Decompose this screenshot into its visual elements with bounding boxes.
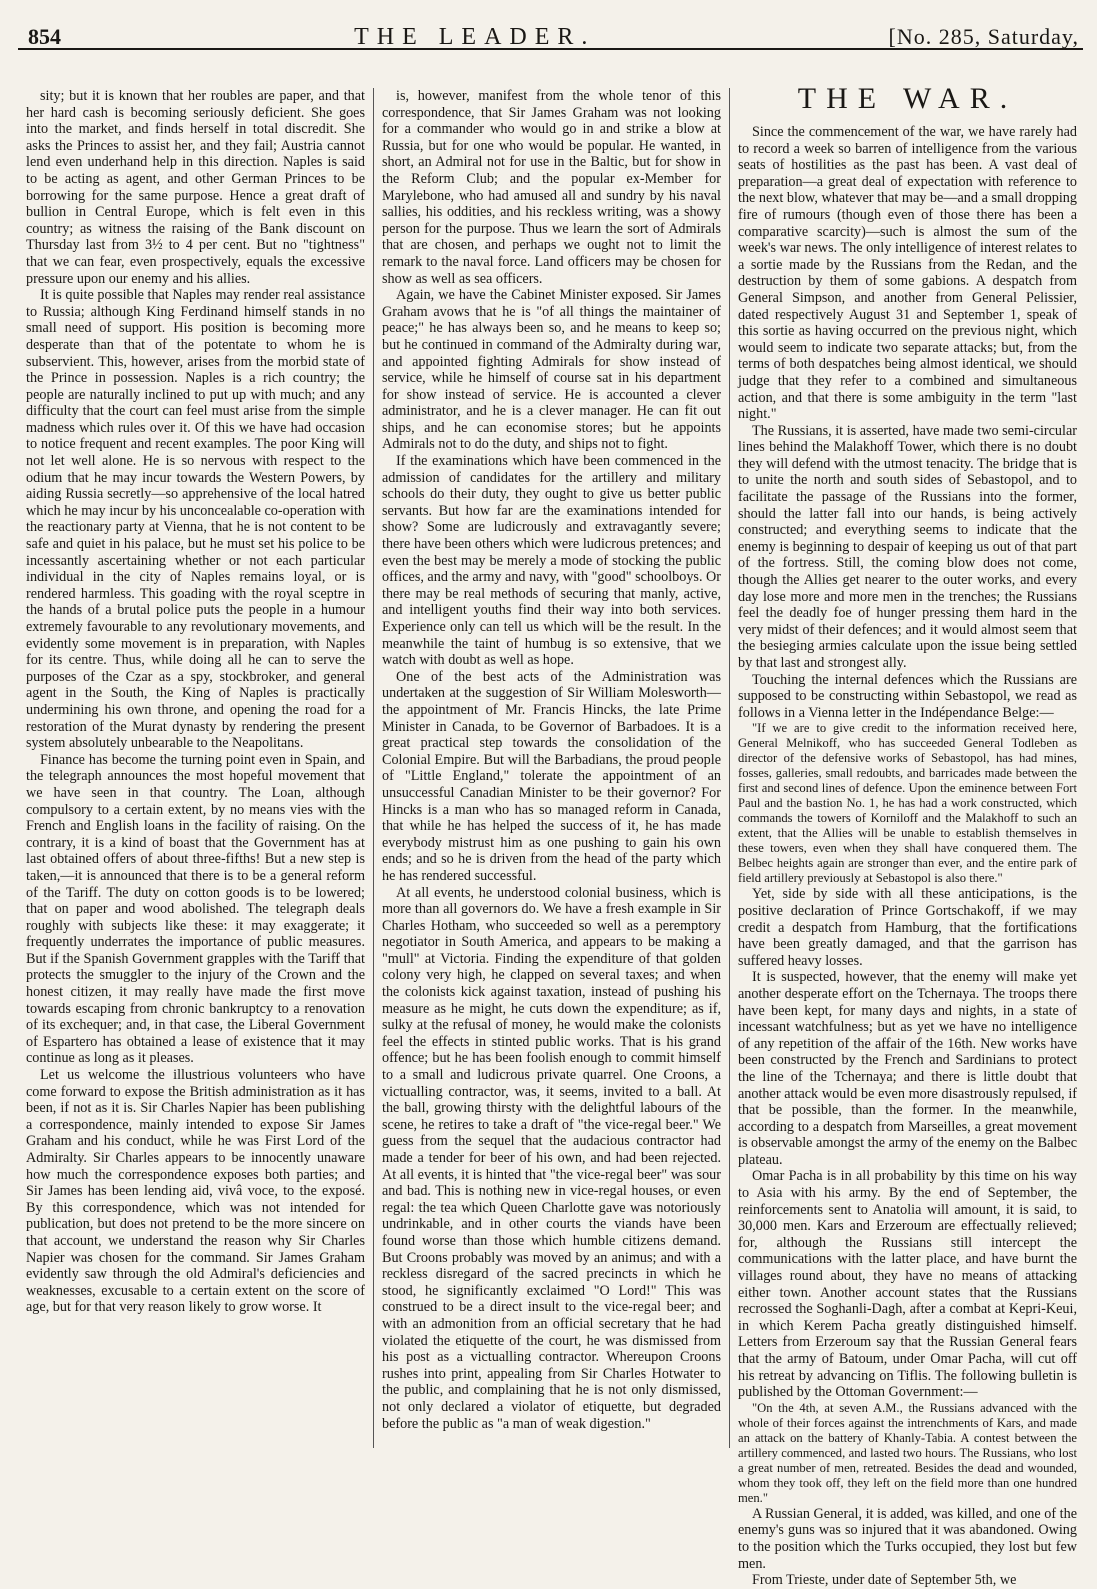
quotation bbox=[738, 1401, 1077, 1506]
masthead bbox=[18, 10, 1083, 50]
paragraph: One of the best acts of the Administration was undertaken at the suggestion of Sir William Molesworth—the appointment of Mr. Francis Hincks, the late Prime Minister in Canada, to be Governor of Barbadoes. It is a great practical step towards the consolidation of the Colonial Empire. But will the Barbadians, the proud people of "Little England," tolerate the appointment of an unsuccessful Canadian Minister to be their governor? For Hincks is a man who has so managed reform in Canada, that while he has helped the success of it, he has made everybody mistrust him as one pushing to gain his own ends; and so he is driven from the head of the party which he has rendered successful. bbox=[382, 668, 721, 884]
paragraph: Let us welcome the illustrious volunteers who have come forward to expose the British administration as it has been, if not as it is. Sir Charles Napier has been publishing a correspondence, mainly intended to expose Sir James Graham and his conduct, while he was First Lord of the Admiralty. Sir Charles appears to be innocently unaware how much the correspondence exposes both parties; and Sir James has been lending aid, vivâ voce, to the exposé. By this correspondence, which was not intended for publication, but does not pretend to be the more sincere on that account, we understand the reason why Sir Charles Napier was chosen for the command. Sir James Graham evidently saw through the old Admiral's deficiencies and weaknesses, excusable to a certain extent on the score of age, but for that very reason likely to grow worse. It bbox=[26, 1067, 365, 1316]
paragraph: Finance has become the turning point even in Spain, and the telegraph announces the most hopeful movement that we have seen in that country. The Loan, although compulsory to a certain extent, by no means vies with the French and English loans in the facility of raising. On the contrary, it is a kind of boast that the Government has at last obtained offers of about three-fifths! But a new step is taken,—it is announced that there is to be a general reform of the Tariff. The duty on cotton goods is to be lowered; that on paper and wood abolished. The telegraph deals roughly with subjects like these: it may exaggerate; it frequently underrates the importance of public measures. But if the Spanish Government grapples with the Tariff that protects the smuggler to the injury of the Crown and the honest citizen, it may really have made the first move towards escaping from chronic bankruptcy to a renovation of its exchequer; and, in that case, the Liberal Government of Espartero has obtained a lease of existence that it may continue as long as it pleases. bbox=[26, 751, 365, 1067]
paragraph: Touching the internal defences which the Russians are supposed to be constructing within Sebastopol, we read as follows in a Vienna letter in the Indépendance Belge:— bbox=[738, 671, 1077, 721]
quotation bbox=[738, 721, 1077, 886]
column-1 bbox=[18, 88, 373, 1448]
paragraph: Omar Pacha is in all probability by this time on his way to Asia with his army. By the end of September, the reinforcements sent to Anatolia will amount, it is said, to 30,000 men. Kars and Erzeroum are effectually relieved; for, although the Russians still intercept the communications with the latter place, and have burnt the villages round about, they have no means of attacking either town. Another account states that the Russians recrossed the Soghanli-Dagh, after a combat at Kepri-Keui, in which Kerem Pacha greatly distinguished himself. Letters from Erzeroum say that the Russian General fears that the army of Batoum, under Omar Pacha, will cut off his retreat by advancing on Tiflis. The following bulletin is published by the Ottoman Government:— bbox=[738, 1168, 1077, 1401]
paper-title: THE LEADER. bbox=[354, 24, 596, 50]
paragraph: The Russians, it is asserted, have made two semi-circular lines behind the Malakhoff Tower, which there is no doubt they will defend with the utmost tenacity. The bridge that is to unite the north and south sides of Sebastopol, and to facilitate the passage of the Russians into the former, should the latter fall into our hands, is being actively constructed; and everything seems to indicate that the enemy is beginning to despair of keeping us out of that part of the fortress. Still, the coming blow does not come, though the Allies get nearer to the outer works, and every day lose more and more men in the trenches; the Russians feel the deadly foe of hunger pressing them hard in the very midst of their defences; and it would almost seem that the besieging armies calculate upon the issue being settled by that last and strongest ally. bbox=[738, 422, 1077, 671]
paragraph: If the examinations which have been commenced in the admission of candidates for the artillery and military schools do their duty, they ought to give us better public servants. But how far are the examinations intended for show? Some are ludicrously and extravagantly severe; there have been others which were ludicrous pretences; and even the best may be merely a mode of stocking the public offices, and the army and navy, with "good" schoolboys. Or there may be real methods of securing that manly, active, and intelligent youths find their way into both services. Experience only can tell us which will be the result. In the meanwhile the taint of humbug is so extensive, that we watch with doubt as well as hope. bbox=[382, 453, 722, 669]
section-heading: THE WAR. bbox=[797, 82, 1018, 115]
paragraph: sity; but it is known that her roubles are paper, and that her hard cash is becoming seriously deficient. She goes into the market, and finds herself in total discredit. She asks the Princes to assist her, and they fail; Austria cannot lend even underhand help in this direction. Naples is said to be acting as agent, and other German Princes to be borrowing for the same purpose. Hence a great draft of bullion in Central Europe, which is felt even in this country; as witness the raising of the Bank discount on Thursday last from 3½ to 4 per cent. But no "tightness" that we can fear, even prospectively, equals the excessive pressure upon our enemy and his allies. bbox=[26, 88, 365, 287]
paragraph: A Russian General, it is added, was killed, and one of the enemy's guns was so injured that it was abandoned. Owing to the position which the Turks occupied, they lost but few men. bbox=[738, 1505, 1077, 1572]
paragraph: At all events, he understood colonial business, which is more than all governors do. We have a fresh example in Sir Charles Hotham, who succeeded so well as a peremptory negotiator in South America, and appears to be making a "mull" at Victoria. Finding the expenditure of that golden colony very high, he clapped on several taxes; and when the colonists kick against taxation, instead of pushing his measure as he might, he cuts down the expenditure; as if, sulky at the refusal of money, he would make the colonists feel the effects in stinted public works. That is his grand offence; but he has been foolish enough to commit himself to a small and ludicrous private quarrel. One Croons, a victualling contractor, was, it seems, invited to a ball. At the ball, growing thirsty with the delightful labours of the scene, he retires to take a draft of "the vice-regal beer." We guess from the sequel that the audacious contractor had made a tender for beer of his own, and had been rejected. At all events, it is hinted that "the vice-regal beer" was sour and bad. This is nothing new in vice-regal houses, or even regal: the tea which Queen Charlotte gave was notoriously undrinkable, and in other courts the viands have been found worse than those which humble citizens demand. But Croons probably was moved by an animus; and with a reckless disregard of the sacred precincts in which he stood, he significantly exclaimed "O Lord!" This was construed to be a direct insult to the vice-regal beer; and with an admonition from an official secretary that he had violated the etiquette of the court, he was dismissed from his post as a victualling contractor. Whereupon Croons rushes into print, appealing from Sir Charles Hotwater to the public, and complaining that he is not only dismissed, not only declared a violator of etiquette, but degraded before the public as "a man of weak digestion." bbox=[382, 884, 721, 1432]
issue-label: [No. 285, Saturday, bbox=[888, 24, 1079, 49]
quote-text: "If we are to give credit to the information received here, General Melnikoff, who has succeeded General Todleben as director of the defensive works of Sebastopol, has had mines, fosses, galleries, small redoubts, and barricades made between the first and second lines of defence. Upon the eminence between Fort Paul and the bastion No. 1, he has had a work constructed, which commands the towers of Korniloff and the Malakhoff to such an extent, that the Allies will be unable to establish themselves in these towers, even when they shall have conquered them. The Belbec heights again are stronger than ever, and the entire park of field artillery previously at Sebastopol is also there." bbox=[738, 721, 1077, 886]
column-3 bbox=[729, 82, 1085, 1589]
paragraph: It is suspected, however, that the enemy will make yet another desperate effort on the Tchernaya. The troops there have been kept, for many days and nights, in a state of incessant watchfulness; but as yet we have no intelligence of any repetition of the affair of the 16th. New works have been constructed by the French and Sardinians to protect the line of the Tchernaya; and there is little doubt that another attack would be even more disastrously repulsed, if that be possible, than the former. In the meanwhile, according to a despatch from Marseilles, a great movement is observable amongst the army of the enemy on the Balbec plateau. bbox=[738, 969, 1077, 1168]
paragraph: From Trieste, under date of September 5th, we bbox=[752, 1572, 1017, 1589]
page-number: 854 bbox=[28, 24, 61, 49]
quote-text: "On the 4th, at seven A.M., the Russians advanced with the whole of their forces against the intrenchments of Kars, and made an attack on the battery of Khanly-Tabia. A contest between the artillery commenced, and lasted two hours. The Russians, who lost a great number of men, retreated. Besides the dead and wounded, whom they took off, they left on the field more than one hundred men." bbox=[738, 1400, 1077, 1505]
column-2 bbox=[373, 88, 729, 1448]
paragraph: It is quite possible that Naples may render real assistance to Russia; although King Ferdinand himself stands in no small need of support. His position is becoming more desperate than that of the potentate to whom he is subservient. This, however, arises from the morbid state of the Prince in possession. Naples is a rich country; the people are naturally inclined to put up with much; and any difficulty that the court can feel must arise from the simple madness which rules over it. Of this we have had occasion to notice frequent and recent examples. The poor King will not let well alone. He is so nervous with respect to the odium that he may incur towards the Western Powers, by aiding Russia secretly—so apprehensive of the local hatred which he may incur by his unconcealable co-operation with the reactionary party at Vienna, that he is not content to be safe and quiet in his palace, but he must set his police to be incessantly ascertaining whether or not each particular individual in the city of Naples remains loyal, or is rendered harmless. This goading with the royal sceptre in the hands of a brutal police puts the people in a humour extremely favourable to any revolutionary movements, and evidently some movement is in preparation, with Naples for its centre. Thus, while doing all he can to serve the purposes of the Czar as a spy, stockbroker, and general agent in the South, the King of Naples is practically undermining his own throne, and opening the road for a restoration of the Murat dynasty by rendering the present system absolutely unbearable to the Neapolitans. bbox=[26, 287, 365, 752]
paragraph: Since the commencement of the war, we have rarely had to record a week so barren of intelligence from the various seats of hostilities as the past has been. A vast deal of preparation—a great deal of expectation with reference to the next blow, whatever that may be—and a small dropping fire of rumours (though even of those there has been a comparative scarcity)—such is almost the sum of the week's war news. The only intelligence of interest relates to a sortie made by the Russians from the Redan, and the destruction by them of some gabions. A despatch from General Simpson, and another from General Pelissier, dated respectively August 31 and September 1, speak of this sortie as having occurred on the previous night, which would seem to indicate two separate attacks; but, from the terms of both despatches being almost identical, we should judge that they refer to a combined and simultaneous action, and that there is some ambiguity in the term "last night." bbox=[738, 124, 1077, 423]
paragraph: Again, we have the Cabinet Minister exposed. Sir James Graham avows that he is "of all things the maintainer of peace;" he has always been so, and he means to keep so; but he continued in command of the Admiralty during war, and appointed fighting Admirals for show instead of service, while he himself of course sat in his department for show instead of service. He is accounted a clever administrator, and he is a clever manager. He can fit out ships, and he can economise stores; but he appoints Admirals not to do the duty, and ships not to fight. bbox=[382, 287, 721, 453]
paragraph: Yet, side by side with all these anticipations, is the positive declaration of Prince Gortschakoff, if we may credit a despatch from Hamburg, that the fortifications have been greatly damaged, and that the garrison has suffered heavy losses. bbox=[738, 886, 1077, 969]
paragraph: is, however, manifest from the whole tenor of this correspondence, that Sir James Graham was not looking for a commander who would go in and strike a blow at Russia, but for one who would be popular. He wanted, in short, an Admiral not for use in the Baltic, but for show in the Reform Club; and the popular ex-Member for Marylebone, who had amused all and sundry by his naval sallies, his oddities, and his reckless writing, was a showy person for the purpose. Thus we learn the sort of Admirals that are chosen, and perhaps we ought not to limit the remark to the naval force. Land officers may be chosen for show as well as sea officers. bbox=[382, 88, 721, 287]
